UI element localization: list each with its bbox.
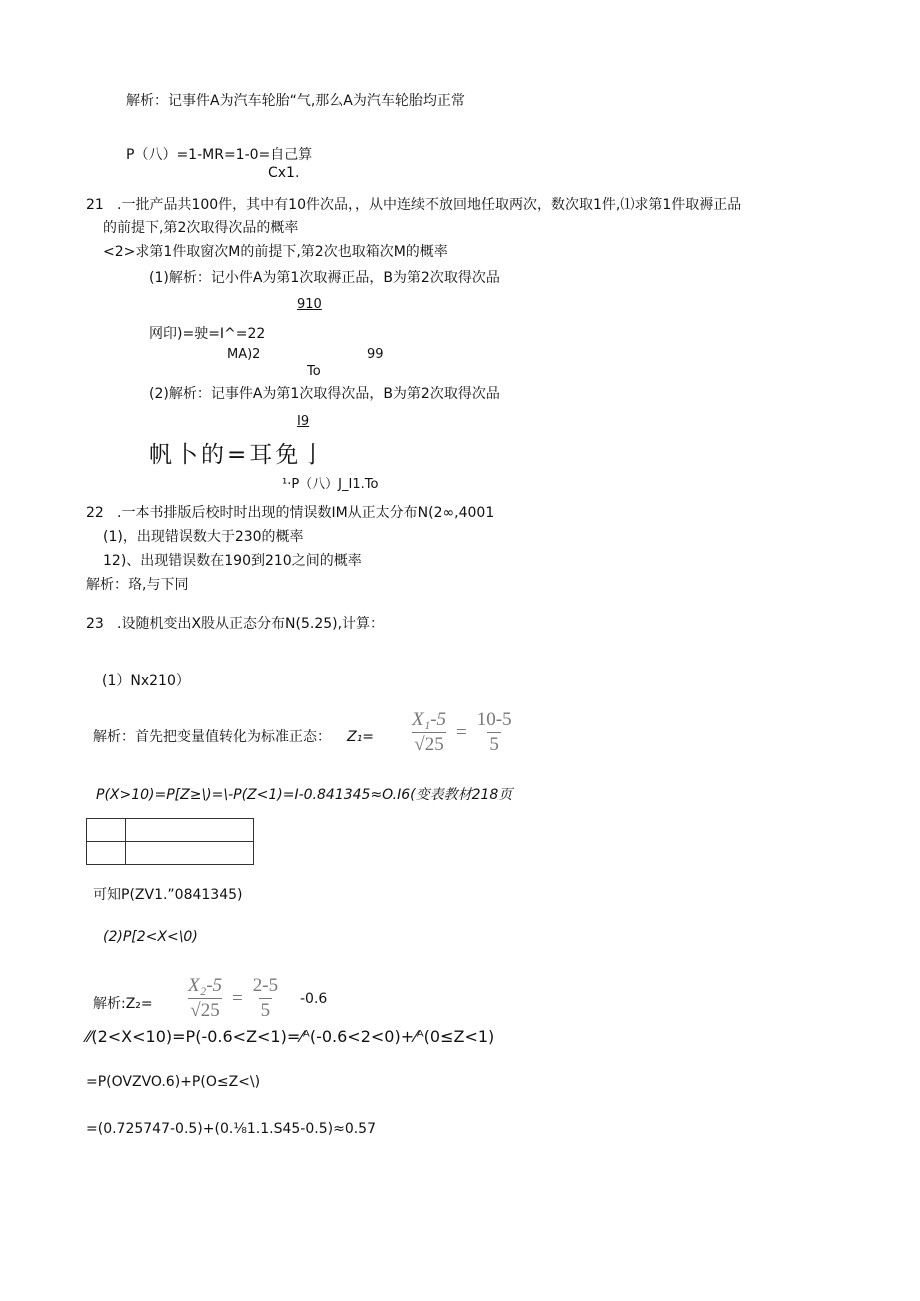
fraction-denominator: 5 [260, 1000, 271, 1021]
fraction-numerator: 10-5 [476, 709, 512, 730]
formula-denominator: 99 [367, 347, 384, 362]
table-cell [126, 842, 254, 865]
question-21-text-cont: 的前提下,第2次取得次品的概率 [103, 220, 299, 236]
table-header-cell [87, 819, 126, 842]
garbled-formula: 帆卜的=耳免亅 [149, 442, 328, 468]
z2-fraction [186, 975, 280, 1022]
z-table [86, 818, 254, 865]
formula-result: ¹·P（八）J_I1.To [282, 477, 379, 492]
table-header-cell [126, 819, 254, 842]
question-23-solution-1: 解析：首先把变量值转化为标准正态： [93, 729, 331, 745]
fraction-numerator: 2-5 [252, 975, 279, 996]
question-21-solution-1: (1)解析：记小件A为第1次取褥正品，B为第2次取得次品 [149, 270, 500, 286]
formula-denominator: To [307, 364, 321, 379]
probability-equation: ⁄⁄(2<X<10)=P(-0.6<Z<1)=⁄ᴬ(-0.6<2<0)+⁄ᴬ(0≤Z<1) [86, 1027, 495, 1046]
formula-line: 网印)=驶=I^=22 [149, 326, 266, 342]
question-number-23: 23 [86, 616, 104, 632]
probability-equation-line-2: =P(OVZVO.6)+P(O≤Z<\) [86, 1074, 261, 1090]
formula-denominator: MA)2 [227, 347, 261, 362]
question-number-22: 22 [86, 505, 104, 521]
fraction-denominator: 5 [489, 734, 499, 755]
fraction-2 [251, 975, 280, 1022]
formula-subscript: Cx1. [268, 165, 300, 181]
table-cell [87, 842, 126, 865]
question-23-solution-2: 解析:Z₂= [93, 996, 153, 1012]
question-22-part-1: (1)，出现错误数大于230的概率 [103, 529, 304, 545]
z1-label: Z₁= [347, 729, 374, 745]
question-22-part-2: 12)、出现错误数在190到210之间的概率 [103, 553, 362, 569]
question-21-solution-2: (2)解析：记事件A为第1次取得次品，B为第2次取得次品 [149, 386, 500, 402]
formula-numerator: I9 [297, 414, 310, 429]
question-22-text: .一本书排版后校时时出现的情误数IM从正太分布N(2∞,4001 [117, 505, 495, 521]
probability-equation-line-3: =(0.725747-0.5)+(0.⅛1.1.S45-0.5)≈0.57 [86, 1121, 376, 1137]
probability-line: P（八）=1-MR=1-0=自己算 [126, 147, 313, 163]
question-21-part-2: <2>求第1件取窗次M的前提下,第2次也取箱次M的概率 [103, 244, 448, 260]
question-22-solution: 解析：珞,与下同 [86, 577, 189, 593]
conclusion-text: 可知P(ZV1.”0841345) [93, 887, 243, 903]
fraction-1 [186, 975, 224, 1022]
z1-fraction [410, 709, 514, 756]
formula-numerator: 910 [297, 297, 322, 312]
probability-result: P(X>10)=P[Z≥\)=\-P(Z<1)=I-0.841345≈O.I6(变表教材218页 [96, 787, 513, 803]
table-row [87, 842, 254, 865]
equals-sign: = [232, 987, 243, 1009]
z2-value: -0.6 [300, 991, 328, 1007]
question-21-text: .一批产品共100件，其中有10件次品，，从中连续不放回地任取两次，数次取1件,⑴求第1件取褥正品 [117, 197, 742, 213]
fraction-denominator: √25 [414, 734, 444, 755]
fraction-numerator: X₂-5 [188, 975, 223, 996]
fraction-denominator: √25 [190, 1000, 220, 1021]
question-23-part-2: (2)P[2<X<\0) [103, 929, 198, 945]
solution-text: 解析：记事件A为汽车轮胎“气,那么A为汽车轮胎均正常 [126, 93, 465, 109]
fraction-2 [475, 709, 514, 756]
equals-sign: = [456, 721, 467, 743]
question-23-part-1: (1）Nx210） [102, 673, 190, 689]
fraction-1 [410, 709, 448, 756]
question-number-21: 21 [86, 197, 104, 213]
table-row [87, 819, 254, 842]
fraction-numerator: X₁-5 [412, 709, 447, 730]
question-23-text: .设随机变出X股从正态分布N(5.25),计算： [117, 616, 385, 632]
